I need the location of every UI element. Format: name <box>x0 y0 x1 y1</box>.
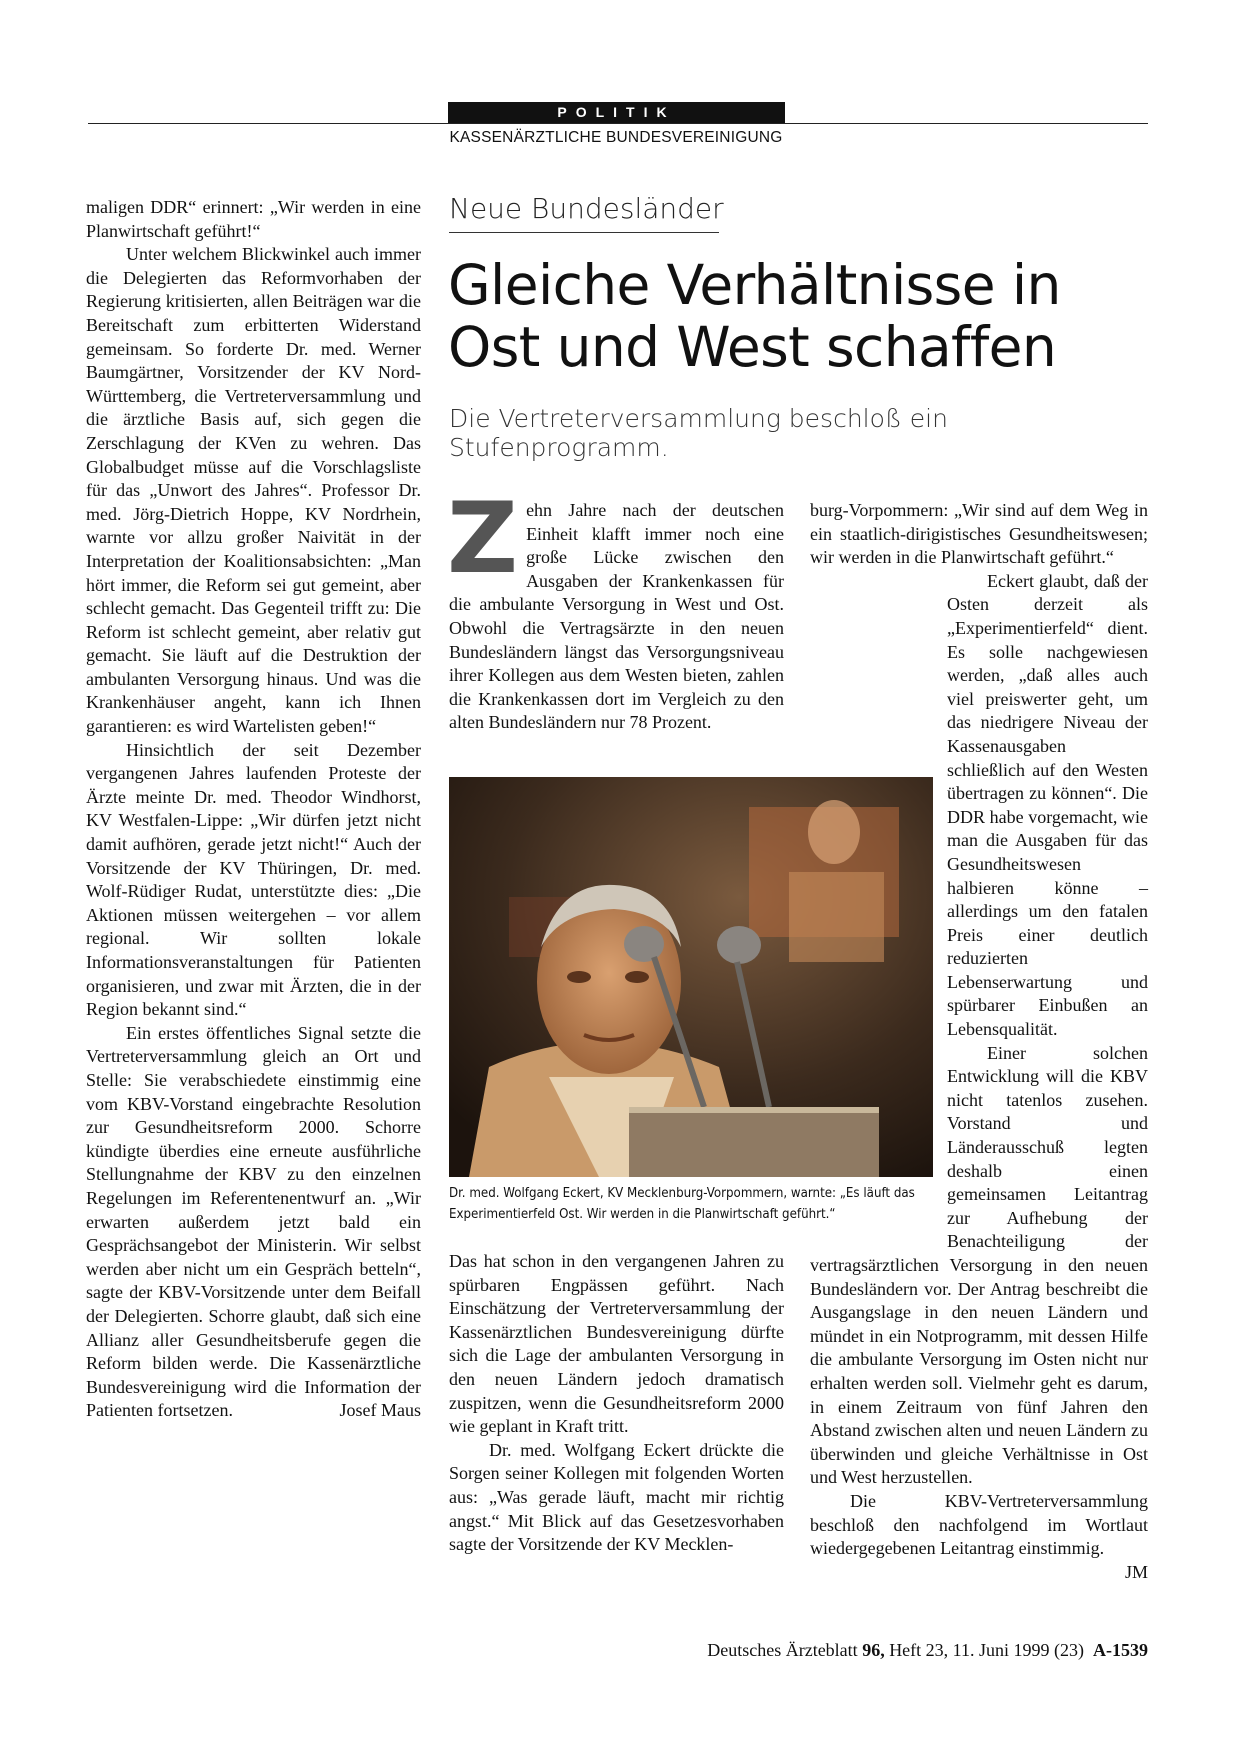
author-signature: JM <box>1124 1561 1148 1582</box>
paragraph-text: Eckert glaubt, daß der Osten derzeit als „Experimentierfeld“ dient. Es solle nachgewiesen werden, „daß alles auch viel preiswerter geht, um das niedrigere Niveau der Kassenausgaben schließlich auf den Westen übertragen zu können“. Die DDR habe vorgemacht, wie man die Ausgaben für das Gesundheitswesen halbieren könne – allerdings um den fatalen Preis einer deutlich reduzierten Lebenserwartung und spürbarer Einbußen an Lebensqualität. <box>947 570 1148 1040</box>
column-3 <box>810 499 1148 1584</box>
paragraph: Unter welchem Blickwinkel auch immer die Delegierten das Reformvorhaben der Regierung kritisierten, allen Beiträgen war die Bereitschaft zum erbitterten Widerstand gemeinsam. So forderte Dr. med. Werner Baumgärtner, Vorsitzender der KV Nord-Württemberg, die Vertreterversammlung und die ärztliche Basis auf, sich gegen die Zerschlagung der KVen zu wehren. Das Globalbudget müsse auf die Vorschlagsliste für das „Unwort des Jahres“. Professor Dr. med. Jörg-Dietrich Hoppe, KV Nordrhein, warnte vor allzu großer Naivität in der Interpretation der Koalitionsabsichten: „Man hört immer, die Reform sei gut gemeint, aber schlecht gemacht. Das Gegenteil trifft zu: Die Reform ist schlecht gemeint, aber relativ gut gemacht. Sie läuft auf die Destruktion der ambulanten Versorgung hinaus. Und was die Krankenhäuser angeht, kann ich Ihnen garantieren: es wird Wartelisten geben!“ <box>86 244 421 737</box>
paragraph: Dr. med. Wolfgang Eckert drückte die Sorgen seiner Kollegen mit folgenden Worten aus: „Was gerade läuft, macht mir richtig angst.“ Mit Blick auf das Gesetzesvorhaben sagte der Vorsitzende der KV Mecklen- <box>449 1439 784 1555</box>
paragraph-text: Ein erstes öffentliches Signal setzte die Vertreterversammlung gleich an Ort und Stelle: Sie verabschiedete einstimmig eine vom KBV-Vorstand eingebrachte Resolution zur Gesundheitsreform 2000. Schorre kündigte überdies eine erneute ausführliche Stellungnahme der KBV zu den einzelnen Regelungen im Referentenentwurf an. „Wir erwarten außerdem jetzt bald ein Gesprächsangebot der Ministerin. Wir selbst werden aber nicht um ein Gespräch betteln“, sagte der KBV-Vorsitzende unter dem Beifall der Delegierten. Schorre glaubt, daß sich eine Allianz aller Gesundheitsberufe gegen die Reform bilden werde. Die Kassenärztliche Bundesvereinigung wird die Information der Patienten fortsetzen. <box>86 1022 421 1421</box>
author-signature: Josef Maus <box>339 1400 421 1421</box>
paragraph <box>810 1490 1148 1582</box>
paragraph: Das hat schon in den vergangenen Jahren zu spürbaren Engpässen geführt. Nach Einschätzung der Vertreterversammlung der Kassenärztlichen Bundesvereinigung dürfte sich die Lage der ambulanten Versorgung in den neuen Ländern jedoch dramatisch zuspitzen, wenn die Gesundheitsreform 2000 wie geplant in Kraft tritt. <box>449 1251 784 1437</box>
drop-cap: Z <box>447 482 519 596</box>
headline-line-2: Ost und West schaffen <box>448 315 1057 379</box>
kicker-rule <box>449 232 719 233</box>
paragraph <box>810 570 1148 1042</box>
subsection-label: KASSENÄRZTLICHE BUNDESVEREINIGUNG <box>449 129 783 146</box>
paragraph: burg-Vorpommern: „Wir sind auf dem Weg in ein staatlich-dirigistisches Gesundheitswesen; wir werden in die Planwirtschaft geführt.“ <box>810 500 1148 568</box>
column-1 <box>86 196 421 1423</box>
photo-caption: Dr. med. Wolfgang Eckert, KV Mecklenburg-Vorpommern, warnte: „Es läuft das Experimentierfeld Ost. Wir werden in die Planwirtschaft geführt.“ <box>449 1186 915 1222</box>
lead-paragraph <box>447 482 784 735</box>
header-rule <box>88 123 1148 124</box>
headline <box>448 254 1148 378</box>
column-2-bottom <box>449 1250 784 1557</box>
spacer <box>810 777 947 1237</box>
paragraph: Hinsichtlich der seit Dezember vergangenen Jahres laufenden Proteste der Ärzte meinte Dr. med. Theodor Windhorst, KV Westfalen-Lippe: „Wir dürfen jetzt nicht damit aufhören, gerade jetzt nicht!“ Auch der Vorsitzende der KV Thüringen, Dr. med. Wolf-Rüdiger Rudat, unterstützte dies: „Die Aktionen müssen weitergehen – vor allem regional. Wir sollten lokale Informationsveranstaltungen für Patienten organisieren, und zwar mit Ärzten, die in der Region bekannt sind.“ <box>86 739 421 1020</box>
issue-info: Heft 23, 11. Juni 1999 (23) <box>889 1640 1084 1660</box>
paragraph: Einer solchen Entwicklung will die KBV nicht tatenlos zusehen. Vorstand und Länderausschuß legten deshalb einen gemeinsamen Leitantrag zur Aufhebung der Benachteiligung der vertragsärztlichen Versorgung in den neuen Bundesländern vor. Der Antrag beschreibt die Ausgangslage in den neuen Ländern und mündet in ein Notprogramm, mit dessen Hilfe die ambulante Versorgung im Osten nicht nur erhalten werden soll. Vielmehr geht es darum, in einem Zeitraum von fünf Jahren den Abstand zwischen alten und neuen Ländern zu überwinden und gleiche Verhältnisse in Ost und West herzustellen. <box>810 1042 1148 1488</box>
lead-text: ehn Jahre nach der deutschen Einheit klafft immer noch eine große Lücke zwischen den Ausgaben der Krankenkassen für die ambulante Versorgung in West und Ost. Obwohl die Vertragsärzte in den neuen Bundesländern längst das Versorgungsniveau ihrer Kollegen aus dem Westen bieten, zahlen die Krankenkassen dort im Vergleich zu den alten Bundesländern nur 78 Prozent. <box>449 500 784 733</box>
paragraph <box>86 1022 421 1423</box>
section-bar: POLITIK <box>448 102 785 123</box>
deck: Die Vertreterversammlung beschloß ein Stufenprogramm. <box>449 404 948 462</box>
page-footer <box>640 1640 1148 1661</box>
volume: 96, <box>862 1640 885 1660</box>
paragraph: maligen DDR“ erinnert: „Wir werden in eine Planwirtschaft geführt!“ <box>86 197 421 241</box>
page-number: A-1539 <box>1093 1640 1148 1660</box>
journal-name: Deutsches Ärzteblatt <box>707 1640 858 1660</box>
headline-line-1: Gleiche Verhältnisse in <box>448 253 1061 317</box>
column-2-top <box>447 482 784 735</box>
kicker: Neue Bundesländer <box>449 192 724 225</box>
paragraph-text: Die KBV-Vertreterversammlung beschloß den nachfolgend im Wortlaut wiedergegebenen Leitantrag einstimmig. <box>810 1490 1148 1559</box>
